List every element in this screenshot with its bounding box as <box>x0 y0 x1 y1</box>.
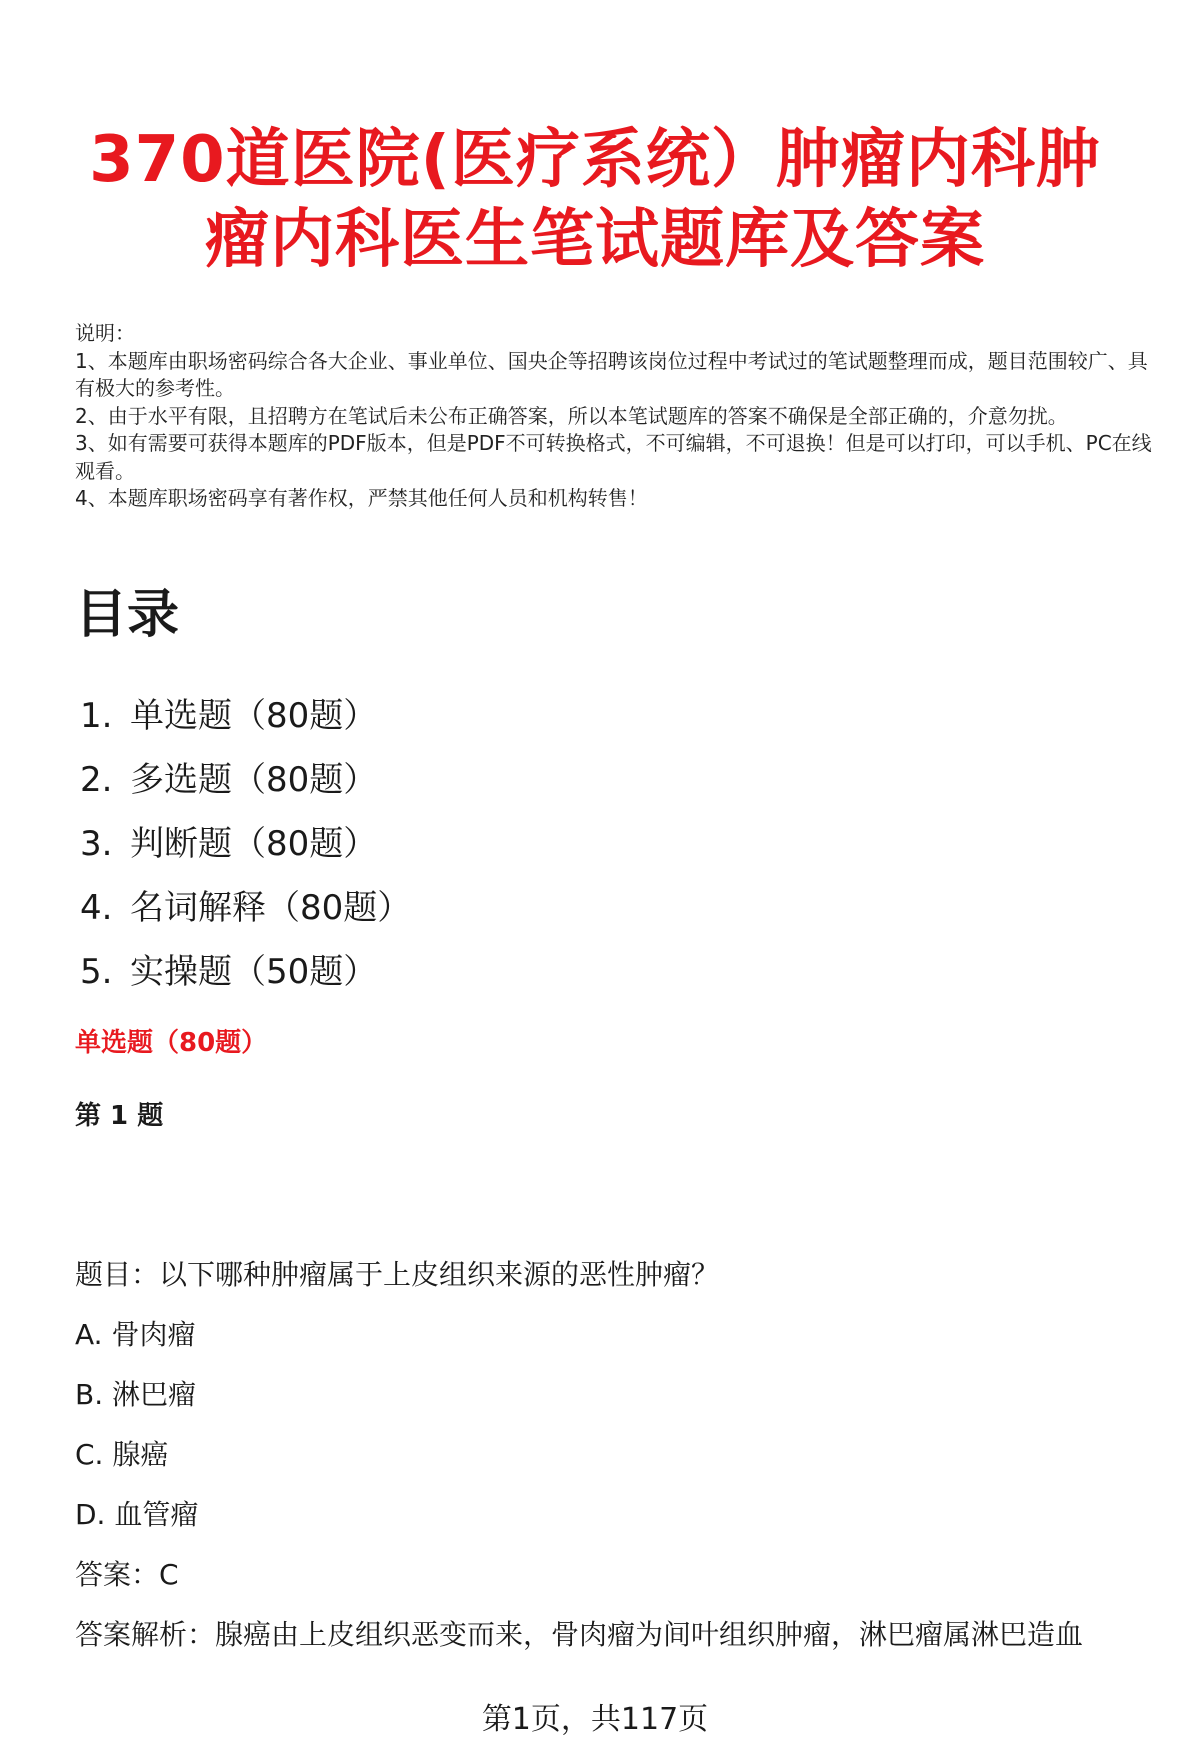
toc-item[interactable] <box>80 940 411 1004</box>
toc-item-number: 3. <box>80 824 113 864</box>
toc-item[interactable] <box>80 876 411 940</box>
note-item: 1、本题库由职场密码综合各大企业、事业单位、国央企等招聘该岗位过程中考试过的笔试题整理而成，题目范围较广、具有极大的参考性。 <box>75 348 1148 400</box>
note-item: 3、如有需要可获得本题库的PDF版本，但是PDF不可转换格式，不可编辑，不可退换！但是可以打印，可以手机、PC在线观看。 <box>75 431 1152 483</box>
toc-item-number: 4. <box>80 888 113 928</box>
option-a: A. 骨肉瘤 <box>75 1318 196 1351</box>
option-d: D. 血管瘤 <box>75 1498 199 1531</box>
page-footer: 第1页，共117页 <box>481 1702 709 1737</box>
note-heading: 说明： <box>75 321 135 345</box>
question-number: 第 1 题 <box>75 1101 164 1131</box>
toc-item[interactable] <box>80 812 411 876</box>
note-item: 4、本题库职场密码享有著作权，严禁其他任何人员和机构转售！ <box>75 486 648 510</box>
title-line-1: 370道医院(医疗系统）肿瘤内科肿 <box>89 123 1101 197</box>
note-item: 2、由于水平有限，且招聘方在笔试后未公布正确答案，所以本笔试题库的答案不确保是全部正确的，介意勿扰。 <box>75 403 1068 428</box>
toc-item-label: 多选题（80题） <box>130 760 378 800</box>
option-c: C. 腺癌 <box>75 1438 169 1471</box>
table-of-contents <box>80 684 411 1004</box>
document-title <box>60 120 1130 280</box>
toc-item[interactable] <box>80 684 411 748</box>
toc-item-label: 判断题（80题） <box>130 824 378 864</box>
toc-item-label: 单选题（80题） <box>130 696 378 736</box>
toc-item-label: 名词解释（80题） <box>130 888 412 928</box>
answer: 答案：C <box>75 1558 179 1591</box>
toc-heading: 目录 <box>75 585 180 645</box>
toc-item[interactable] <box>80 748 411 812</box>
toc-item-label: 实操题（50题） <box>130 952 378 992</box>
toc-item-number: 5. <box>80 952 113 992</box>
toc-item-number: 2. <box>80 760 113 800</box>
title-line-2: 瘤内科医生笔试题库及答案 <box>205 203 985 277</box>
answer-explanation: 答案解析：腺癌由上皮组织恶变而来，骨肉瘤为间叶组织肿瘤，淋巴瘤属淋巴造血 <box>75 1618 1084 1651</box>
instructions <box>75 320 1155 513</box>
question-block <box>75 1245 1175 1665</box>
toc-item-number: 1. <box>80 696 113 736</box>
option-b: B. 淋巴瘤 <box>75 1378 197 1411</box>
section-heading: 单选题（80题） <box>75 1028 268 1058</box>
question-text: 题目：以下哪种肿瘤属于上皮组织来源的恶性肿瘤？ <box>75 1258 720 1291</box>
